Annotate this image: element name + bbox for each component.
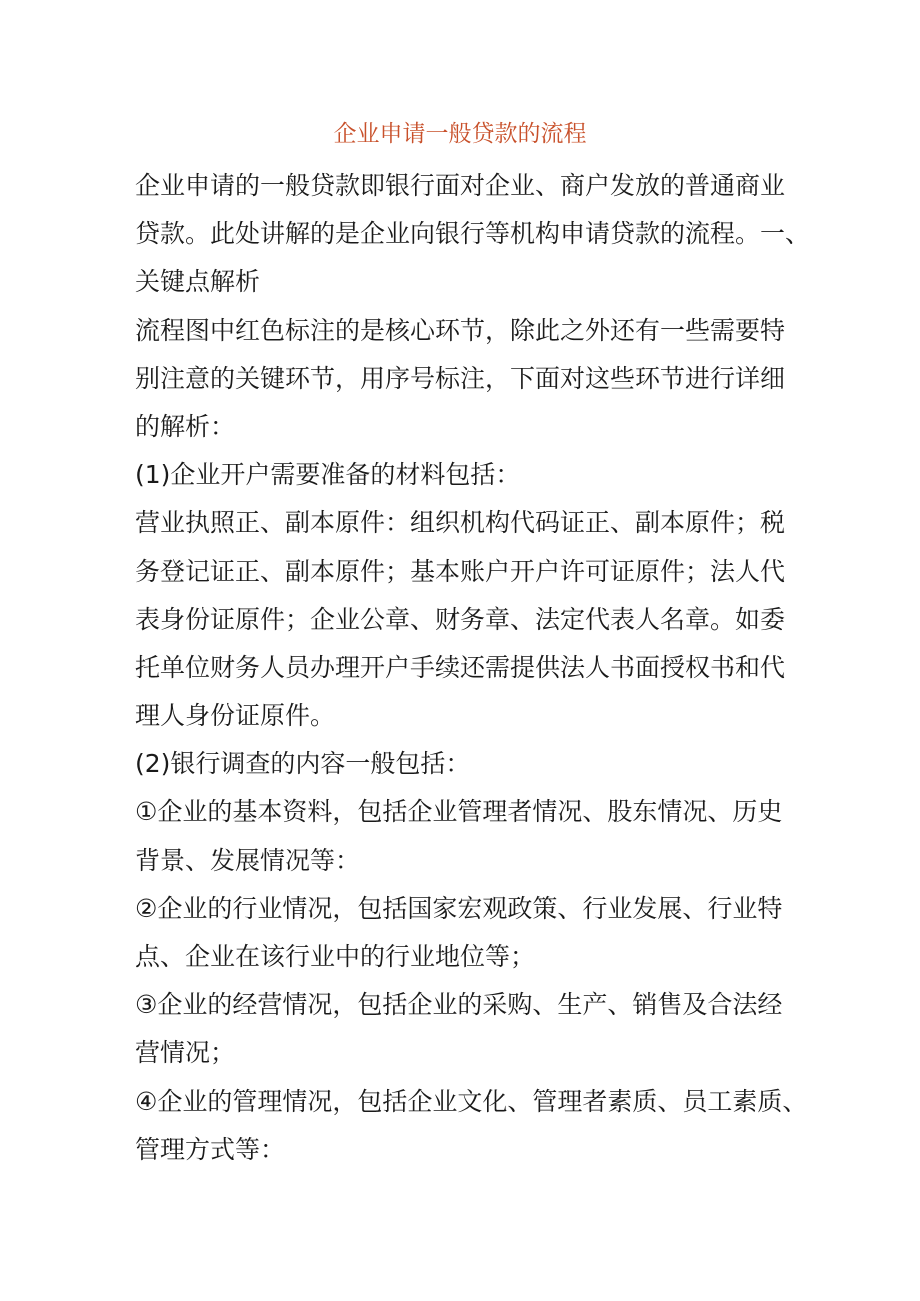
body-line: 营情况； xyxy=(135,1038,236,1068)
body-line: ④企业的管理情况，包括企业文化、管理者素质、员工素质、 xyxy=(135,1086,808,1116)
body-line: 管理方式等： xyxy=(135,1134,286,1164)
body-line: 流程图中红色标注的是核心环节，除此之外还有一些需要特 xyxy=(135,315,786,345)
body-line: ①企业的基本资料，包括企业管理者情况、股东情况、历史 xyxy=(135,797,783,827)
body-line: (1)企业开户需要准备的材料包括： xyxy=(135,460,521,490)
body-line: 的解析： xyxy=(135,411,236,441)
document-body xyxy=(135,162,811,1174)
body-line: (2)银行调查的内容一般包括： xyxy=(135,749,471,779)
body-line: 营业执照正、副本原件：组织机构代码证正、副本原件；税 xyxy=(135,508,786,538)
body-line: 贷款。此处讲解的是企业向银行等机构申请贷款的流程。一、 xyxy=(135,219,811,249)
body-line: 背景、发展情况等： xyxy=(135,845,361,875)
body-line: ②企业的行业情况，包括国家宏观政策、行业发展、行业特 xyxy=(135,893,783,923)
body-line: 企业申请的一般贷款即银行面对企业、商户发放的普通商业 xyxy=(135,171,786,200)
body-line: 别注意的关键环节，用序号标注，下面对这些环节进行详细 xyxy=(135,363,786,393)
body-line: 关键点解析 xyxy=(135,267,261,297)
body-line: 务登记证正、副本原件；基本账户开户许可证原件；法人代 xyxy=(135,556,786,586)
body-line: 理人身份证原件。 xyxy=(135,701,336,731)
body-line: 表身份证原件；企业公章、财务章、法定代表人名章。如委 xyxy=(135,604,786,634)
document-title: 企业申请一般贷款的流程 xyxy=(333,121,587,147)
body-line: 点、企业在该行业中的行业地位等； xyxy=(135,942,536,971)
body-line: 托单位财务人员办理开户手续还需提供法人书面授权书和代 xyxy=(135,652,786,682)
body-line: ③企业的经营情况，包括企业的采购、生产、销售及合法经 xyxy=(135,990,783,1020)
